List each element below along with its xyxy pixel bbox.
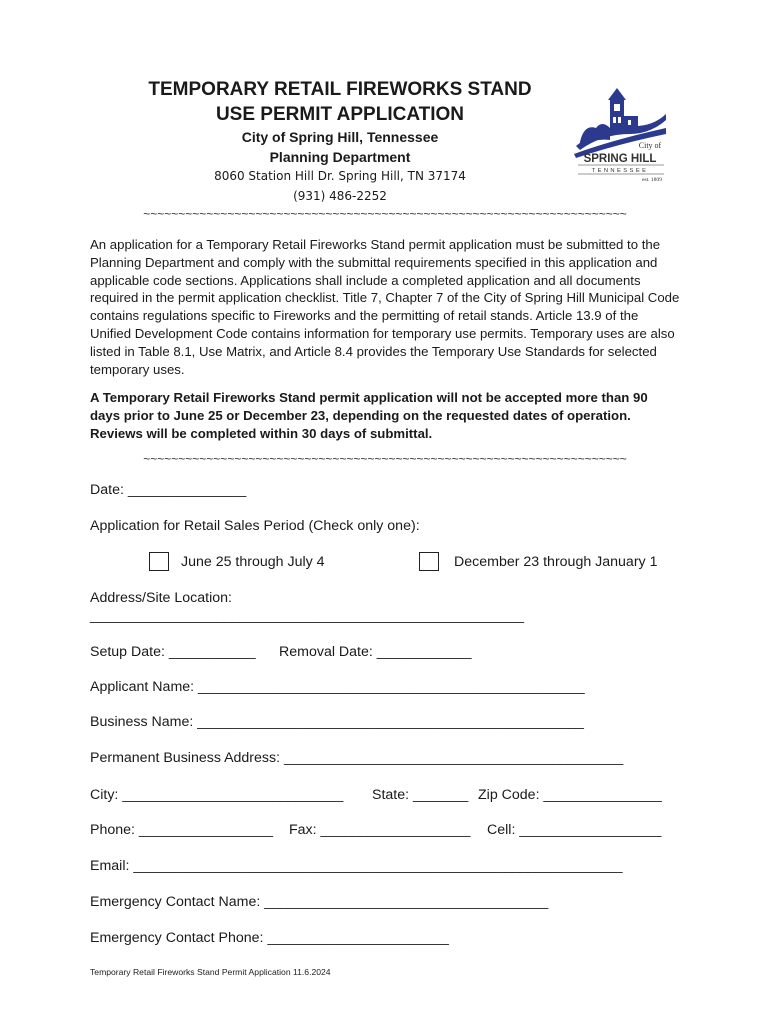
june-period-label: June 25 through July 4: [181, 554, 325, 570]
removal-date-field[interactable]: Removal Date: ____________: [279, 644, 472, 660]
submission-notice: A Temporary Retail Fireworks Stand permit application will not be accepted more than 90 days prior to June 25 or December 23, depending on the requested dates of operation. Reviews will be completed within 30 days of submittal.: [90, 390, 648, 441]
page-footer: Temporary Retail Fireworks Stand Permit Application 11.6.2024: [90, 967, 331, 977]
logo-name: SPRING HILL: [583, 153, 657, 165]
december-period-checkbox[interactable]: [419, 552, 439, 571]
sales-period-label: Application for Retail Sales Period (Check only one):: [90, 518, 420, 534]
june-period-checkbox[interactable]: [149, 552, 169, 571]
form-title-line1: TEMPORARY RETAIL FIREWORKS STAND: [148, 79, 532, 100]
tilde-separator-2: ~~~~~~~~~~~~~~~~~~~~~~~~~~~~~~~~~~~~~~~~~~~~~~~~~~~~~~~~~~~~~~~~~~~~~: [143, 452, 627, 466]
logo-state: TENNESSEE: [591, 168, 649, 174]
date-field[interactable]: Date: _______________: [90, 482, 247, 498]
logo-city-of: City of: [638, 141, 662, 150]
department-phone: (931) 486-2252: [293, 189, 387, 203]
fax-field[interactable]: Fax: ___________________: [289, 822, 471, 838]
department-address: 8060 Station Hill Dr. Spring Hill, TN 37174: [214, 169, 466, 183]
zip-code-field[interactable]: Zip Code: _______________: [478, 787, 662, 803]
business-name-field[interactable]: Business Name: _________________________________________________: [90, 714, 584, 730]
applicant-name-field[interactable]: Applicant Name: _________________________________________________: [90, 679, 585, 695]
form-title-line2: USE PERMIT APPLICATION: [215, 104, 465, 125]
phone-field[interactable]: Phone: _________________: [90, 822, 274, 838]
site-location-field[interactable]: _______________________________________________________: [90, 608, 524, 624]
december-period-label: December 23 through January 1: [454, 554, 658, 570]
logo-est: est. 1809: [642, 177, 662, 183]
city-name: City of Spring Hill, Tennessee: [241, 129, 439, 145]
emergency-contact-name-field[interactable]: Emergency Contact Name: ____________________________________: [90, 894, 549, 910]
state-field[interactable]: State: _______: [372, 787, 469, 803]
spring-hill-logo: [572, 84, 668, 184]
setup-date-field[interactable]: Setup Date: ___________: [90, 644, 256, 660]
site-location-label: Address/Site Location:: [90, 590, 232, 606]
emergency-contact-phone-field[interactable]: Emergency Contact Phone: _______________________: [90, 930, 449, 946]
city-field[interactable]: City: ____________________________: [90, 787, 344, 803]
tilde-separator: ~~~~~~~~~~~~~~~~~~~~~~~~~~~~~~~~~~~~~~~~~~~~~~~~~~~~~~~~~~~~~~~~~~~~~: [143, 207, 627, 221]
permanent-address-field[interactable]: Permanent Business Address: ___________________________________________: [90, 750, 624, 766]
email-field[interactable]: Email: ______________________________________________________________: [90, 858, 623, 874]
intro-paragraph: An application for a Temporary Retail Fireworks Stand permit application must be submitted to the Planning Department and comply with the submittal requirements specified in this application and applicable code sections. Applications shall include a completed application and all documents required in the permit application checklist. Title 7, Chapter 7 of the City of Spring Hill Municipal Code contains regulations specific to Fireworks and the permitting of retail stands. Article 13.9 of the Unified Development Code contains information for temporary use permits. Temporary uses are also listed in Table 8.1, Use Matrix, and Article 8.4 provides the Temporary Use Standards for selected temporary uses.: [90, 237, 680, 377]
cell-field[interactable]: Cell: __________________: [487, 822, 662, 838]
department-name: Planning Department: [269, 149, 411, 165]
